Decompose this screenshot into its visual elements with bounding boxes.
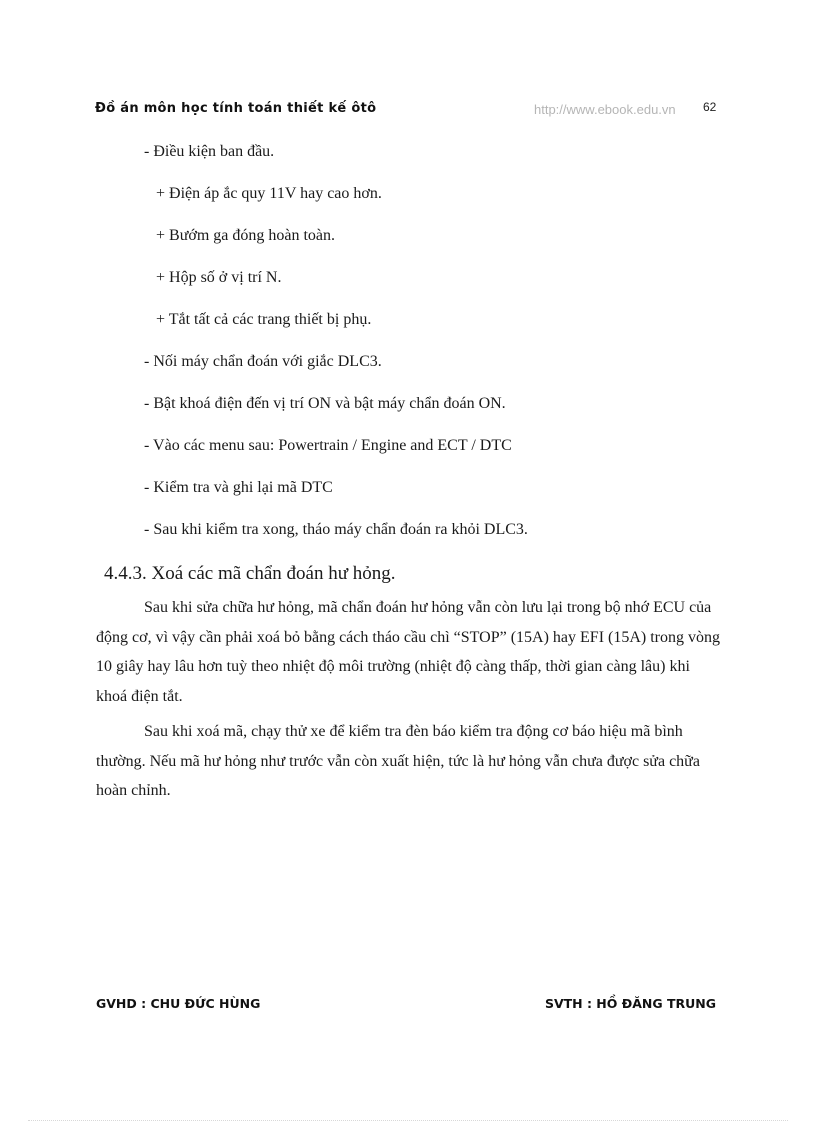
list-item: - Bật khoá điện đến vị trí ON và bật máy chẩn đoán ON. <box>144 395 506 412</box>
footer-supervisor: GVHD : CHU ĐỨC HÙNG <box>96 996 261 1011</box>
page-number: 62 <box>703 100 717 114</box>
list-item: + Bướm ga đóng hoàn toàn. <box>156 227 336 244</box>
list-item: + Tắt tất cả các trang thiết bị phụ. <box>156 311 372 328</box>
list-item: + Hộp số ở vị trí N. <box>156 269 282 286</box>
paragraph: Sau khi xoá mã, chạy thử xe để kiểm tra đèn báo kiểm tra động cơ báo hiệu mã bình thường. Nếu mã hư hỏng như trước vẫn còn xuất hiện, tức là hư hỏng vẫn chưa được sửa chữa hoàn chỉnh. <box>96 723 700 799</box>
header-url-link[interactable]: http://www.ebook.edu.vn <box>534 102 676 117</box>
list-item: + Điện áp ắc quy 11V hay cao hơn. <box>156 185 382 202</box>
paragraph: Sau khi sửa chữa hư hỏng, mã chẩn đoán hư hỏng vẫn còn lưu lại trong bộ nhớ ECU của động cơ, vì vậy cần phải xoá bỏ bằng cách tháo cầu chì “STOP” (15A) hay EFI (15A) trong vòng 10 giây hay lâu hơn tuỳ theo nhiệt độ môi trường (nhiệt độ càng thấp, thời gian càng lâu) khi khoá điện tắt. <box>96 599 720 705</box>
footer-student: SVTH : HỒ ĐĂNG TRUNG <box>544 996 716 1011</box>
page-bottom-divider <box>28 1120 788 1121</box>
list-item: - Điều kiện ban đầu. <box>144 143 275 160</box>
section-heading: 4.4.3. Xoá các mã chẩn đoán hư hỏng. <box>104 563 396 584</box>
list-item: - Nối máy chẩn đoán với giắc DLC3. <box>144 353 382 370</box>
header-title: Đồ án môn học tính toán thiết kế ôtô <box>95 101 377 116</box>
list-item: - Sau khi kiểm tra xong, tháo máy chẩn đoán ra khỏi DLC3. <box>144 521 528 538</box>
list-item: - Vào các menu sau: Powertrain / Engine and ECT / DTC <box>144 437 512 454</box>
list-item: - Kiểm tra và ghi lại mã DTC <box>144 479 333 496</box>
